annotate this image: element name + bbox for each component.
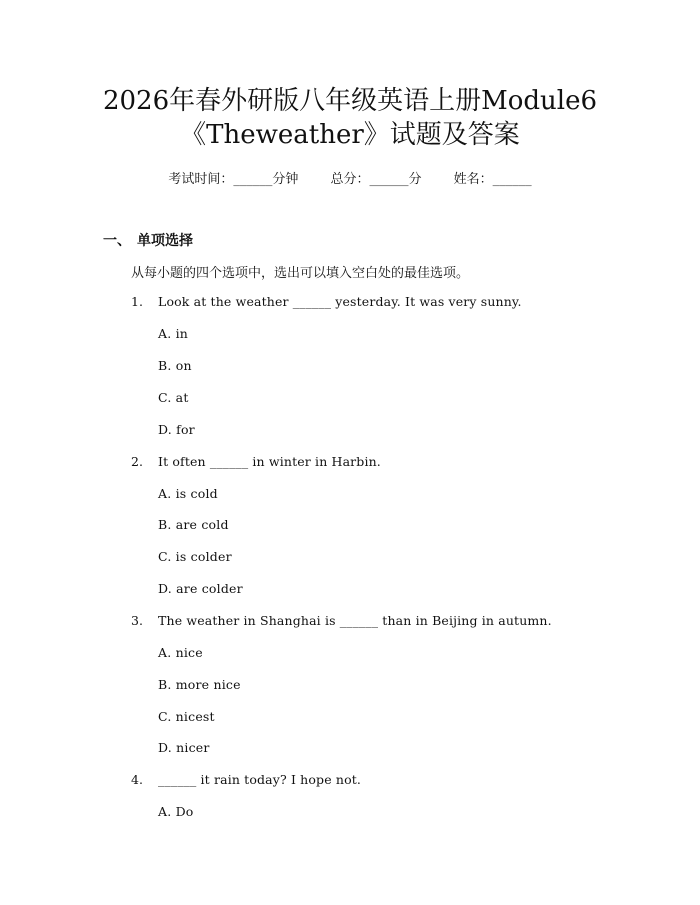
section-heading: [103, 230, 193, 250]
document-title-line-1: 2026年春外研版八年级英语上册Module6: [102, 86, 598, 116]
document-title-line-2: 《Theweather》试题及答案: [180, 120, 520, 150]
question-2-option-a: A. is cold: [158, 486, 218, 501]
question-3-option-d: D. nicer: [158, 740, 210, 755]
question-number: 3.: [131, 613, 143, 628]
question-2-option-d: D. are colder: [158, 581, 243, 596]
question-1-option-b: B. on: [158, 358, 192, 373]
exam-name-field: 姓名：______: [453, 172, 532, 187]
question-2-option-c: C. is colder: [158, 549, 232, 564]
question-number: 2.: [131, 454, 143, 469]
question-text: ______ it rain today? I hope not.: [158, 772, 362, 787]
question-number: 4.: [131, 772, 143, 787]
question-text: It often ______ in winter in Harbin.: [158, 454, 381, 469]
question-4-option-a: A. Do: [158, 804, 194, 819]
question-2-option-b: B. are cold: [158, 517, 229, 532]
question-1-option-c: C. at: [158, 390, 189, 405]
section-instruction: 从每小题的四个选项中，选出可以填入空白处的最佳选项。: [131, 266, 470, 281]
exam-time-field: 考试时间：______分钟: [168, 172, 299, 187]
exam-score-field: 总分：______分: [330, 172, 422, 187]
exam-meta: [0, 168, 700, 187]
question-text: The weather in Shanghai is ______ than in Beijing in autumn.: [158, 613, 552, 628]
question-3-option-c: C. nicest: [158, 709, 215, 724]
section-number: 一、: [103, 233, 131, 249]
question-number: 1.: [131, 294, 143, 309]
question-3-option-b: B. more nice: [158, 677, 241, 692]
question-1-option-d: D. for: [158, 422, 195, 437]
question-1-option-a: A. in: [158, 326, 189, 341]
question-3-option-a: A. nice: [158, 645, 203, 660]
question-text: Look at the weather ______ yesterday. It was very sunny.: [158, 294, 522, 309]
section-title: 单项选择: [137, 233, 193, 249]
